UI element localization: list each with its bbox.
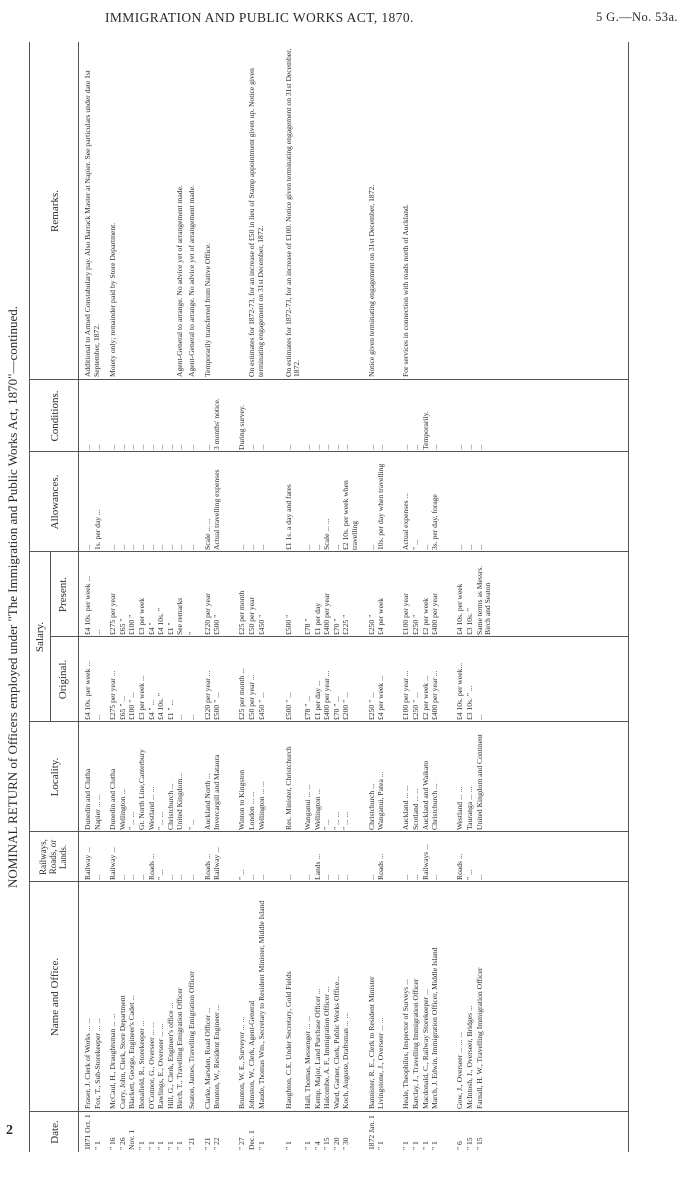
cell-name: March, J. Edwin, Immigration Officer, Middle Island [430, 947, 440, 1109]
cell-name: Livingstone, J., Overseer ... ... [376, 1017, 386, 1109]
cell-remarks: Temporarily transferred from Native Office. [202, 242, 212, 377]
cell-date: " 1 [146, 1141, 156, 1150]
cell-allowances: ... [146, 544, 156, 550]
cell-salary-original: £450 " ... [256, 692, 266, 720]
cell-conditions: ... [165, 444, 175, 450]
cell-conditions: ... [455, 444, 465, 450]
cell-salary-present: £4 10s. per week [455, 583, 465, 635]
cell-salary-original: £200 " ... [341, 692, 351, 720]
cell-remarks: Agent-General to arrange. No advice yet of arrangement made. [187, 185, 196, 377]
cell-date: " 1 [283, 1141, 293, 1150]
cell-salary-original: £220 per year ... [202, 670, 212, 720]
col-rule [30, 379, 628, 380]
cell-salary-present: £4 10s. " [156, 608, 166, 635]
col-header-railways: Railways, Roads, or Lands. [38, 839, 68, 875]
col-header-salary: Salary. [34, 621, 46, 653]
cell-name: Blackett, George, Engineer's Cadet ... [127, 994, 137, 1109]
cell-salary-original: £250 " ... [411, 692, 420, 720]
cell-name: Heale, Theophilus, Inspector of Surveys ... [401, 979, 411, 1109]
cell-date: " 15 [474, 1137, 484, 1150]
cell-date: Dec. 1 [247, 1130, 256, 1150]
cell-conditions: ... [117, 444, 127, 450]
cell-railways: Railway ... [108, 847, 118, 880]
cell-allowances: ... [465, 544, 474, 550]
cell-locality: Auckland ... ... [401, 785, 411, 830]
cell-date: " 30 [341, 1137, 351, 1150]
col-header-allowances: Allowances. [49, 474, 61, 530]
cell-salary-present: £50 per year [247, 597, 256, 635]
cell-conditions: ... [187, 444, 196, 450]
cell-railways: Railway ... [83, 847, 92, 880]
cell-conditions: ... [127, 444, 137, 450]
cell-railways: ... [137, 874, 146, 880]
cell-salary-present: £25 per month [237, 590, 247, 635]
cell-allowances: ... [237, 544, 247, 550]
cell-conditions: Temporarily. [420, 411, 430, 450]
cell-allowances: ... [108, 544, 118, 550]
cell-locality: Wanganui ... ... [303, 784, 312, 830]
cell-conditions: ... [331, 444, 341, 450]
cell-salary-present: Same terms as Messrs. Birch and Seaton [474, 565, 493, 635]
cell-salary-present: £500 " [212, 614, 222, 635]
cell-name: Fox, T., Sub-Storekeeper ... ... [92, 1017, 102, 1109]
cell-locality: United Kingdom and Continent [474, 734, 484, 830]
cell-salary-original: £2 per week ... [420, 675, 430, 720]
cell-salary-original: £275 per year ... [108, 670, 118, 720]
header-rule [78, 42, 79, 1152]
cell-allowances: " ... [411, 539, 420, 550]
cell-salary-original: £50 per year ... [247, 674, 256, 720]
col-rule [30, 881, 628, 882]
cell-salary-present: £100 per year [401, 593, 411, 635]
cell-date: " 1 [175, 1141, 185, 1150]
cell-salary-present: £225 " [341, 614, 351, 635]
nominal-return-table [29, 42, 629, 1152]
cell-name: Curry, John, Clerk, Store Department [117, 995, 127, 1109]
cell-railways: ... [366, 874, 376, 880]
cell-locality: United Kingdom... [175, 773, 185, 830]
cell-salary-present: £4 per week [376, 597, 386, 635]
cell-salary-original: £4 10s. per week... [455, 662, 465, 720]
cell-date: " 15 [465, 1137, 474, 1150]
cell-salary-original: ... [474, 714, 484, 720]
cell-conditions: ... [322, 444, 332, 450]
cell-salary-present: £220 per year [202, 593, 212, 635]
cell-date: Nov. 1 [127, 1129, 137, 1150]
table-title: NOMINAL RETURN of Officers employed under "The Immigration and Public Works Act, 1870"—continued. [5, 306, 20, 888]
cell-date: " 1 [430, 1141, 440, 1150]
cell-salary-original: £25 per month ... [237, 668, 247, 720]
cell-locality: Wellington ... ... [256, 781, 266, 830]
col-header-original: Original. [57, 659, 69, 700]
cell-conditions: ... [430, 444, 440, 450]
running-header-title: IMMIGRATION AND PUBLIC WORKS ACT, 1870. [105, 10, 414, 25]
cell-locality: Gt. North Line,Canterbury [137, 749, 146, 830]
cell-allowances: ... [331, 544, 341, 550]
cell-salary-original: £4 " ... [146, 699, 156, 720]
cell-locality: " ... [322, 819, 332, 830]
cell-date: " 1 [303, 1141, 312, 1150]
cell-conditions: ... [256, 444, 266, 450]
cell-railways: Roads ... [146, 853, 156, 880]
cell-allowances: ... [175, 544, 185, 550]
cell-date: " 4 [312, 1141, 322, 1150]
cell-salary-original: £3 per week ... [137, 675, 146, 720]
cell-locality: Wanganui, Patea ... [376, 771, 386, 830]
cell-date: " 6 [455, 1141, 465, 1150]
cell-conditions: ... [341, 444, 351, 450]
cell-locality: Invercargill and Mataura [212, 754, 222, 830]
cell-name: Haughton, C.E. Under Secretary, Gold Fields [283, 971, 293, 1109]
cell-allowances: ... [420, 544, 430, 550]
cell-conditions: ... [108, 444, 118, 450]
cell-locality: Wellington ... [312, 788, 322, 830]
cell-salary-present: See remarks [175, 597, 185, 635]
cell-name: Brunton, W., Resident Engineer ... [212, 1004, 222, 1109]
cell-salary-original: £70 " ... [331, 696, 341, 720]
cell-name: McIntosh, J., Overseer, Bridges ... [465, 1005, 474, 1109]
cell-railways: ... [256, 874, 266, 880]
cell-name: Koch, Auguste, Draftsman ... ... [341, 1012, 351, 1109]
cell-locality: " ... ... [331, 811, 341, 830]
cell-salary-original: £1 per day ... [312, 680, 322, 720]
cell-salary-present: £3 per week [137, 597, 146, 635]
cell-date: " 1 [376, 1141, 386, 1150]
cell-salary-present: £100 " [127, 614, 137, 635]
cell-salary-present: £65 " [117, 618, 127, 635]
cell-locality: Auckland North ... [202, 773, 212, 830]
cell-locality: " ... ... [127, 811, 137, 830]
cell-name: Bannister, R. E., Clerk to Resident Minister [366, 976, 376, 1109]
col-header-date: Date. [49, 1120, 61, 1144]
cell-remarks: On estimates for 1872-73, for an increase of £100. Notice given terminating engagement on 31st December, 1872. [283, 48, 302, 377]
cell-remarks: Additional to Armed Constabulary pay. Also Barrack Master at Napier. See particulars under date 1st September, 1872. [83, 70, 101, 377]
cell-locality: Winton to Kingston [237, 769, 247, 830]
cell-salary-original: £4 per week ... [376, 675, 386, 720]
col-rule [30, 451, 628, 452]
col-header-name: Name and Office. [49, 957, 61, 1037]
cell-salary-original: £250 " ... [366, 692, 376, 720]
cell-name: Halcombe, A. F., Immigration Officer ... [322, 986, 332, 1109]
cell-allowances: ... [127, 544, 137, 550]
cell-allowances: Scale ... ... [202, 518, 212, 550]
cell-railways: Roads ... [376, 853, 386, 880]
cell-date: " 21 [202, 1137, 212, 1150]
cell-salary-original: £100 " ... [127, 692, 137, 720]
cell-salary-original: ... [187, 714, 196, 720]
col-header-locality: Locality. [49, 757, 61, 797]
cell-date: " 1 [137, 1141, 146, 1150]
cell-salary-present: £250 " [411, 614, 420, 635]
page-number: 2 [6, 1123, 13, 1138]
cell-name: Brunton, W. E., Surveyor ... ... [237, 1016, 247, 1109]
cell-conditions: ... [411, 444, 420, 450]
cell-locality: Westland ... ... [455, 786, 465, 830]
cell-allowances: ... [156, 544, 166, 550]
cell-date: " 26 [117, 1137, 127, 1150]
cell-allowances: ... [312, 544, 322, 550]
cell-date: " 27 [237, 1137, 247, 1150]
cell-name: Maude, Thomas Wm., Secretary to Resident Minister, Middle Island [256, 900, 266, 1109]
cell-salary-present: £70 " [331, 618, 341, 635]
cell-railways: ... [322, 874, 332, 880]
cell-salary-original: £400 per year ... [430, 670, 440, 720]
cell-conditions: ... [83, 444, 92, 450]
cell-locality: " ... [187, 819, 196, 830]
cell-salary-present: £400 per year [322, 593, 332, 635]
cell-locality: Napier ... ... [92, 794, 102, 830]
cell-name: Hill, G., Clerk, Engineer's office ... [165, 1002, 175, 1109]
cell-name: Seaton, James, Travelling Emigration Officer [187, 971, 196, 1109]
cell-locality: Westland ... ... [146, 786, 156, 830]
cell-name: Gow, J., Overseer ... ... ... [455, 1032, 465, 1109]
cell-date: " 1 [92, 1141, 102, 1150]
cell-salary-original: £78 " ... [303, 696, 312, 720]
col-rule [30, 831, 628, 832]
cell-name: Bonafield, R., Storekeeper ... [137, 1020, 146, 1109]
cell-conditions: ... [401, 444, 411, 450]
cell-allowances: ... [83, 544, 92, 550]
cell-railways: ... [283, 874, 293, 880]
cell-allowances: ... [303, 544, 312, 550]
cell-railways: Lands ... [312, 853, 322, 880]
cell-locality: " ... ... [156, 811, 166, 830]
cell-name: Barclay, J., Travelling Immigration Officer [411, 978, 420, 1109]
cell-salary-present: £1 " [165, 622, 175, 635]
cell-salary-present: £4 10s. per week ... [83, 575, 92, 635]
cell-date: " 1 [420, 1141, 430, 1150]
cell-conditions: During survey. [237, 404, 247, 450]
cell-salary-original: £65 " ... [117, 696, 127, 720]
cell-railways: ... [474, 874, 484, 880]
cell-date: " 1 [401, 1141, 411, 1150]
cell-allowances: Actual expenses ... [401, 492, 411, 550]
cell-allowances: 1s. per day ... [92, 509, 102, 550]
cell-name: Hall, Thomas, Messenger ... ... [303, 1015, 312, 1109]
cell-salary-present: " [187, 631, 196, 635]
cell-railways: ... [303, 874, 312, 880]
cell-conditions: ... [376, 444, 386, 450]
cell-allowances: ... [137, 544, 146, 550]
cell-allowances: 3s. per day, forage [430, 494, 440, 550]
cell-allowances: £1 1s. a day and fares [283, 484, 293, 550]
cell-railways: " ... [237, 869, 247, 880]
cell-railways: ... [187, 874, 196, 880]
cell-remarks: Notice given terminating engagement on 31st December, 1872. [366, 184, 376, 377]
cell-locality: Christchurch ... [366, 783, 376, 830]
col-rule [30, 721, 628, 722]
cell-allowances: £2 10s. per week when travelling [341, 480, 359, 550]
cell-salary-present: £500 " [283, 614, 293, 635]
cell-railways: " ... [465, 869, 474, 880]
cell-name: Rawlings, E., Overseer ... ... [156, 1023, 166, 1109]
cell-allowances: ... [247, 544, 256, 550]
cell-name: McCaul, H., Draughtsman ... ... [108, 1013, 118, 1109]
cell-railways: ... [175, 874, 185, 880]
cell-conditions: ... [303, 444, 312, 450]
cell-conditions: ... [247, 444, 256, 450]
cell-name: Macdonald, C., Railway Storekeeper ... [420, 989, 430, 1109]
cell-allowances: Scale ... ... [322, 518, 332, 550]
cell-salary-present: £400 per year [430, 593, 440, 635]
cell-remarks: Moiety only; remainder paid by Store Department. [108, 222, 118, 377]
col-header-present: Present. [57, 576, 69, 613]
cell-conditions: 3 months' notice. [212, 398, 222, 450]
cell-date: 1872 Jan. 1 [366, 1115, 376, 1150]
cell-conditions: ... [312, 444, 322, 450]
cell-salary-original: ... [92, 714, 102, 720]
cell-salary-original: £400 per year ... [322, 670, 332, 720]
cell-allowances: ... [117, 544, 127, 550]
cell-name: Johnston, W., Clerk, Agent-General [247, 1000, 256, 1109]
cell-name: Kemp, Major, Land Purchase Officer ... [312, 988, 322, 1109]
cell-railways: ... [165, 874, 175, 880]
cell-locality: London ... ... [247, 791, 256, 830]
cell-allowances: ... [256, 544, 266, 550]
cell-allowances: ... [366, 544, 376, 550]
cell-railways: ... [401, 874, 411, 880]
cell-conditions: ... [175, 444, 185, 450]
cell-date: " 22 [212, 1137, 222, 1150]
cell-railways: ... [341, 874, 351, 880]
cell-locality: Dunedin and Clutha [83, 768, 92, 830]
cell-salary-present: £450 " [256, 614, 266, 635]
cell-allowances: ... [187, 544, 196, 550]
cell-allowances: ... [455, 544, 465, 550]
cell-salary-present: £2 per week [420, 597, 430, 635]
cell-railways: ... [247, 874, 256, 880]
cell-salary-original: ... [175, 714, 185, 720]
cell-railways: Roads ... [202, 853, 212, 880]
cell-locality: Scotland ... ... [411, 788, 420, 830]
cell-salary-original: £4 10s. per week ... [83, 660, 92, 720]
cell-conditions: ... [283, 444, 293, 450]
cell-remarks: For services in connection with roads north of Auckland. [401, 204, 411, 377]
cell-salary-present: £78 " [303, 618, 312, 635]
cell-allowances: 10s. per day when travelling [376, 463, 386, 550]
cell-date: " 1 [156, 1141, 166, 1150]
cell-allowances: ... [165, 544, 175, 550]
cell-conditions: ... [146, 444, 156, 450]
cell-name: Clarke, Marsden, Road Officer ... [202, 1007, 212, 1109]
cell-railways: ... [331, 874, 341, 880]
cell-locality: Tauranga ... ... [465, 786, 474, 830]
cell-salary-present: £1 per day [312, 602, 322, 635]
cell-conditions: ... [465, 444, 474, 450]
cell-locality: Christchurch ... [165, 783, 175, 830]
cell-date: " 16 [108, 1137, 118, 1150]
cell-conditions: ... [202, 444, 212, 450]
cell-date: 1871 Oct. 1 [83, 1114, 92, 1150]
cell-name: Fraser, J. Clerk of Works ... ... [83, 1018, 92, 1109]
cell-salary-original: £100 per year ... [401, 670, 411, 720]
cell-railways: ... [92, 874, 102, 880]
cell-date: " 15 [322, 1137, 332, 1150]
col-rule [30, 551, 628, 552]
cell-locality: Auckland and Waikato [420, 760, 430, 830]
cell-remarks: Agent-General to arrange. No advice yet of arrangement made. [175, 185, 185, 377]
cell-name: Farnall, H. W., Travelling Immigration Officer [474, 967, 484, 1109]
cell-date: " 21 [187, 1137, 196, 1150]
cell-conditions: ... [92, 444, 102, 450]
cell-salary-present: ... [92, 629, 102, 635]
cell-railways: " ... [156, 869, 166, 880]
cell-locality: Wellington ... [117, 788, 127, 830]
cell-allowances: ... [474, 544, 484, 550]
cell-conditions: ... [366, 444, 376, 450]
cell-railways: ... [430, 874, 440, 880]
rotated-table-block [5, 42, 630, 1152]
cell-name: Ward, Garner, Clerk, Public Works Office... [331, 976, 341, 1109]
cell-salary-present: £4 " [146, 622, 156, 635]
cell-date: " 1 [411, 1141, 420, 1150]
running-header-number: 5 G.—No. 53a. [596, 10, 678, 24]
cell-railways: ... [411, 874, 420, 880]
cell-railways: ... [117, 874, 127, 880]
cell-railways: ... [127, 874, 137, 880]
cell-salary-original: £3 10s. " ... [465, 685, 474, 720]
cell-date: " 20 [331, 1137, 341, 1150]
cell-locality: " ... ... [341, 811, 351, 830]
cell-railways: Railways ... [420, 844, 430, 880]
cell-locality: Christchurch ... [430, 783, 440, 830]
cell-salary-present: £275 per year [108, 593, 118, 635]
cell-railways: Railway ... [212, 847, 222, 880]
cell-date: " 1 [256, 1141, 266, 1150]
cell-salary-original: £500 " ... [212, 692, 222, 720]
cell-conditions: ... [137, 444, 146, 450]
cell-salary-original: £500 " ... [283, 692, 293, 720]
cell-salary-original: £1 " ... [165, 699, 175, 720]
cell-locality: Res. Minister, Christchurch [283, 746, 293, 830]
cell-locality: Dunedin and Clutha [108, 768, 118, 830]
cell-remarks: On estimates for 1872-73, for an increase of £50 in lieu of Stamp appointment given up. Notice given terminating engagement on 31st December, 1872. [247, 68, 265, 377]
cell-salary-present: £3 10s. " [465, 608, 474, 635]
cell-salary-original: £4 10s. " [156, 693, 166, 720]
cell-date: " 1 [165, 1141, 175, 1150]
col-header-conditions: Conditions. [49, 390, 61, 442]
cell-allowances: Actual travelling expenses [212, 469, 222, 550]
salary-subrule [50, 552, 51, 722]
cell-conditions: ... [474, 444, 484, 450]
cell-railways: Roads ... [455, 853, 465, 880]
cell-name: Birch, T., Travelling Emigration Officer [175, 987, 185, 1109]
col-header-remarks: Remarks. [49, 190, 61, 232]
cell-salary-present: £250 " [366, 614, 376, 635]
col-rule [30, 1111, 628, 1112]
cell-conditions: ... [156, 444, 166, 450]
col-rule [50, 636, 628, 637]
cell-name: O'Connor, G., Overseer ... ... [146, 1022, 156, 1109]
